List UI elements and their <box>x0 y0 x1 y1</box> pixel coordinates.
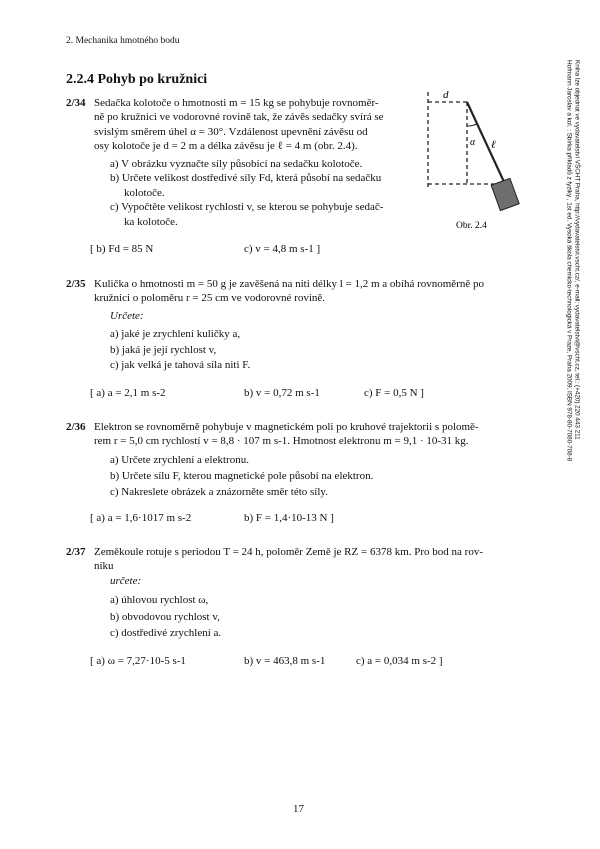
problem-234-items <box>110 157 430 229</box>
problem-234-text <box>94 96 428 154</box>
list-item: a) V obrázku vyznačte síly působící na sedačku kolotoče. <box>110 158 363 170</box>
answer-237-b: b) v = 463,8 m s-1 <box>244 655 326 667</box>
problem-237-items <box>110 592 410 642</box>
list-item: b) jaká je její rychlost v, <box>110 343 217 356</box>
problem-235-text <box>94 277 534 306</box>
label-d: d <box>443 89 449 101</box>
problem-234-line: Sedačka kolotoče o hmotnosti m = 15 kg se pohybuje rovnoměr- <box>94 97 379 109</box>
problem-235-items <box>110 327 410 374</box>
problem-236-items <box>110 452 440 500</box>
side-note <box>565 60 579 580</box>
list-item: kolotoče. <box>124 186 165 199</box>
list-item: c) dostředivé zrychlení a. <box>110 627 222 639</box>
answer-237-c: c) a = 0,034 m s-2 ] <box>356 655 443 667</box>
problem-number-237: 2/37 <box>66 546 86 558</box>
list-item: a) úhlovou rychlost ω, <box>110 594 209 606</box>
problem-number-234: 2/34 <box>66 97 86 109</box>
answer-234-b: [ b) Fd = 85 N <box>90 243 154 255</box>
problem-234-line: ně po kružnici ve vodorovné rovině tak, že závěs sedačky svírá se <box>94 111 384 124</box>
problem-237-lead: určete: <box>110 575 142 587</box>
problem-235-lead: Určete: <box>110 310 144 322</box>
problem-234-line: osy kolotoče je d = 2 m a délka závěsu je ℓ = 4 m (obr. 2.4). <box>94 140 358 153</box>
problem-236-line: rem r = 5,0 cm rychlostí v = 8,8 · 107 m s-1. Hmotnost elektronu m = 9,1 · 10-31 kg. <box>94 435 469 448</box>
answer-236-b: b) F = 1,4·10-13 N ] <box>244 512 334 524</box>
side-note-line-1: Hofmann Jaroslav a kol. : Sbírka příkladů z fyziky , 1st ed. Vysoká škola chemicko-technologická v Praze, Praha 2009, ISBN 978-80-7080-708-8 <box>565 60 573 462</box>
answer-234-c: c) v = 4,8 m s-1 ] <box>244 243 321 255</box>
seat-block <box>491 178 519 210</box>
problem-number-235: 2/35 <box>66 278 86 290</box>
running-header: 2. Mechanika hmotného bodu <box>66 36 180 46</box>
figure-caption: Obr. 2.4 <box>456 221 487 231</box>
problem-236-line: Elektron se rovnoměrně pohybuje v magnetickém poli po kruhové trajektorii s polomě- <box>94 421 479 433</box>
list-item: c) Nakreslete obrázek a znázorněte směr této síly. <box>110 486 328 498</box>
list-item: b) Určete velikost dostředivé síly Fd, která působí na sedačku <box>110 172 382 185</box>
section-title: 2.2.4 Pohyb po kružnici <box>66 72 208 87</box>
answer-235-a: [ a) a = 2,1 m s-2 <box>90 387 166 399</box>
problem-number-236: 2/36 <box>66 421 86 433</box>
list-item: c) jak velká je tahová síla niti F. <box>110 359 251 371</box>
list-item: ka kolotoče. <box>124 215 178 228</box>
problem-236-text <box>94 420 534 449</box>
figure-carousel-seat <box>425 88 535 238</box>
problem-237-text <box>94 545 534 574</box>
list-item: c) Vypočtěte velikost rychlosti v, se kterou se pohybuje sedač- <box>110 201 384 214</box>
problem-237-line: Zeměkoule rotuje s periodou T = 24 h, poloměr Země je RZ = 6378 km. Pro bod na rov- <box>94 546 483 558</box>
problem-235-line: kružnici o poloměru r = 25 cm ve vodorovné rovině. <box>94 292 326 305</box>
label-l: ℓ <box>491 139 496 151</box>
problem-237-line: níku <box>94 560 114 573</box>
list-item: b) Určete sílu F, kterou magnetické pole působí na elektron. <box>110 470 374 482</box>
list-item: a) Určete zrychlení a elektronu. <box>110 454 249 466</box>
label-alpha: α <box>470 137 476 148</box>
problem-234-line: svislým směrem úhel α = 30°. Vzdálenost upevnění závěsu od <box>94 125 368 138</box>
list-item: b) obvodovou rychlost v, <box>110 610 220 623</box>
angle-arc <box>467 124 477 126</box>
answer-237-a: [ a) ω = 7,27·10-5 s-1 <box>90 655 186 667</box>
answer-235-b: b) v = 0,72 m s-1 <box>244 387 320 399</box>
list-item: a) jaké je zrychlení kuličky a, <box>110 328 241 340</box>
problem-235-line: Kulička o hmotnosti m = 50 g je zavěšená na niti délky l = 1,2 m a obíhá rovnoměrně po <box>94 278 484 290</box>
side-note-line-2: Kniha lze objednat ve vydavatelství VŠCHT Praha, http://vydavatelstvi.vscht.cz/, e-mail: vydavatelstvi@vscht.cz, tel.: (+420) 220 443 211 <box>573 60 581 440</box>
answer-236-a: [ a) a = 1,6·1017 m s-2 <box>90 512 192 524</box>
page-number: 17 <box>293 803 304 815</box>
answer-235-c: c) F = 0,5 N ] <box>364 387 424 399</box>
